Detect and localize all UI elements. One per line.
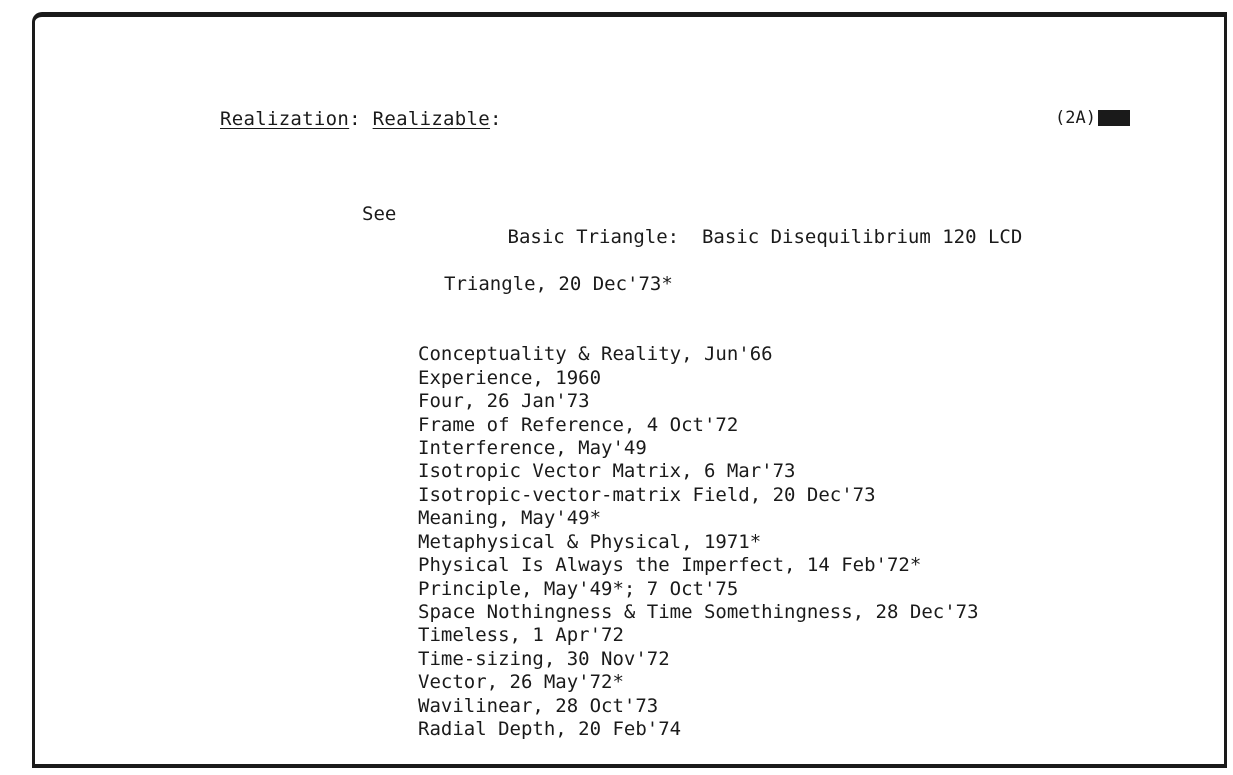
see-label: See — [362, 203, 397, 225]
reference-item: Principle, May'49*; 7 Oct'75 — [418, 577, 739, 600]
reference-item: Vector, 26 May'72* — [418, 671, 624, 694]
reference-item: Wavilinear, 28 Oct'73 — [418, 694, 659, 717]
reference-item: Metaphysical & Physical, 1971* — [418, 530, 762, 553]
first-entry-line-1: Basic Triangle: Basic Disequilibrium 120 LCD — [507, 226, 1023, 249]
card-id-label: (2A) — [1055, 108, 1096, 128]
heading-colon-2: : — [490, 108, 502, 130]
card-heading — [220, 108, 502, 130]
reference-item: Experience, 1960 — [418, 366, 602, 389]
heading-realization: Realization — [220, 108, 350, 130]
heading-realizable: Realizable — [372, 108, 491, 130]
reference-item: Timeless, 1 Apr'72 — [418, 624, 624, 647]
reference-item: Radial Depth, 20 Feb'74 — [418, 717, 682, 740]
heading-colon-1: : — [349, 108, 373, 130]
first-entry-line-2: Triangle, 20 Dec'73* — [444, 273, 673, 296]
reference-item: Interference, May'49 — [418, 437, 647, 460]
reference-item: Space Nothingness & Time Somethingness, 28 Dec'73 — [418, 600, 979, 623]
card-id — [1055, 108, 1130, 128]
reference-item: Physical Is Always the Imperfect, 14 Feb'72* — [418, 554, 922, 577]
reference-item: Time-sizing, 30 Nov'72 — [418, 647, 670, 670]
reference-item: Conceptuality & Reality, Jun'66 — [418, 343, 773, 366]
reference-item: Frame of Reference, 4 Oct'72 — [418, 413, 739, 436]
first-reference-entry — [416, 203, 1022, 343]
reference-item: Four, 26 Jan'73 — [418, 390, 590, 413]
reference-list — [362, 343, 1022, 741]
reference-item: Isotropic Vector Matrix, 6 Mar'73 — [418, 460, 796, 483]
reference-item: Meaning, May'49* — [418, 507, 602, 530]
see-row — [362, 203, 1022, 343]
reference-item: Isotropic-vector-matrix Field, 20 Dec'73 — [418, 483, 876, 506]
redaction-mark — [1098, 110, 1130, 126]
cross-reference-block — [362, 203, 1022, 741]
